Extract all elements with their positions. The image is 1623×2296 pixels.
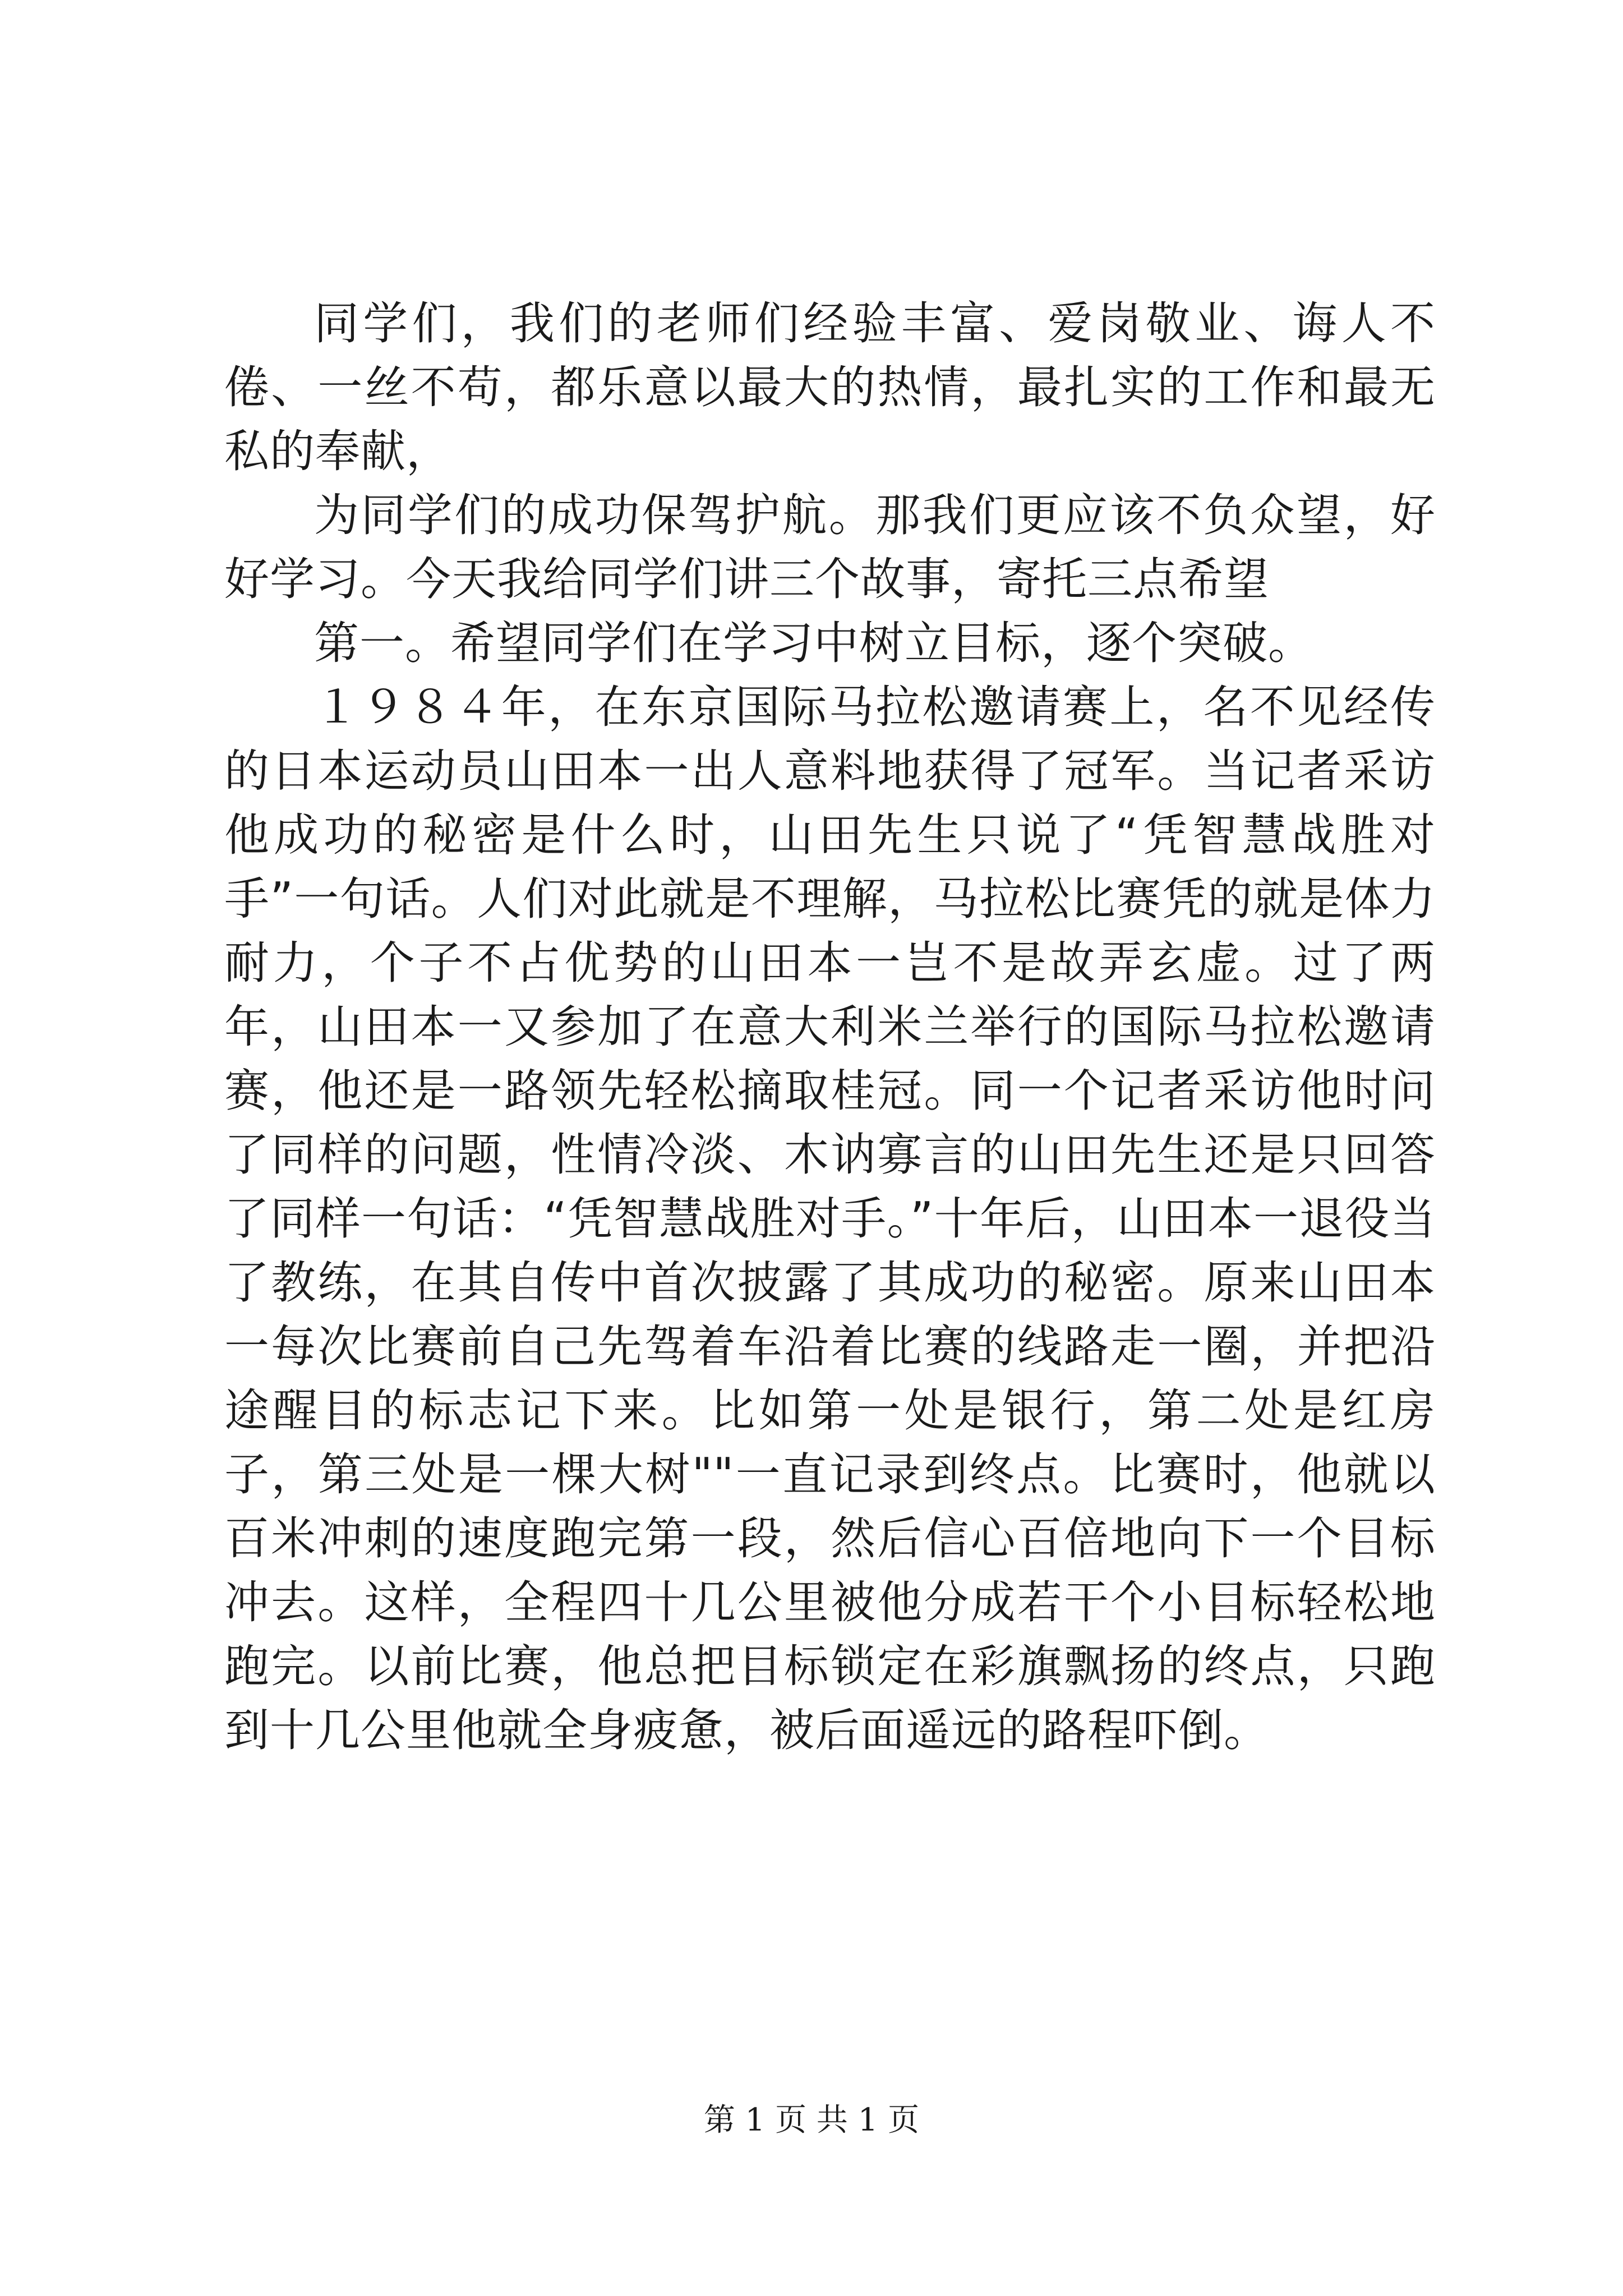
paragraph-2: 为同学们的成功保驾护航。那我们更应该不负众望，好好学习。今天我给同学们讲三个故事，寄托三点希望 — [224, 489, 1436, 605]
paragraph-4: １９８４年，在东京国际马拉松邀请赛上，名不见经传的日本运动员山田本一出人意料地获得了冠军。当记者采访他成功的秘密是什么时，山田先生只说了“凭智慧战胜对手”一句话。人们对此就是不理解，马拉松比赛凭的就是体力耐力，个子不占优势的山田本一岂不是故弄玄虚。过了两年，山田本一又参加了在意大利米兰举行的国际马拉松邀请赛，他还是一路领先轻松摘取桂冠。同一个记者采访他时问了同样的问题，性情冷淡、木讷寡言的山田先生还是只回答了同样一句话：“凭智慧战胜对手。”十年后，山田本一退役当了教练，在其自传中首次披露了其成功的秘密。原来山田本一每次比赛前自己先驾着车沿着比赛的线路走一圈，并把沿途醒目的标志记下来。比如第一处是银行，第二处是红房子，第三处是一棵大树""一直记录到终点。比赛时，他就以百米冲刺的速度跑完第一段，然后信心百倍地向下一个目标冲去。这样，全程四十几公里被他分成若干个小目标轻松地跑完。以前比赛，他总把目标锁定在彩旗飘扬的终点，只跑到十几公里他就全身疲惫，被后面遥远的路程吓倒。 — [224, 681, 1436, 1756]
page-number: 第 1 页 共 1 页 — [703, 2102, 920, 2138]
page-footer — [0, 2101, 1623, 2140]
paragraph-3: 第一。希望同学们在学习中树立目标，逐个突破。 — [314, 617, 1313, 669]
document-body — [224, 292, 1436, 1763]
paragraph-1: 同学们，我们的老师们经验丰富、爱岗敬业、诲人不倦、一丝不苟，都乐意以最大的热情，最扎实的工作和最无私的奉献， — [224, 297, 1436, 477]
